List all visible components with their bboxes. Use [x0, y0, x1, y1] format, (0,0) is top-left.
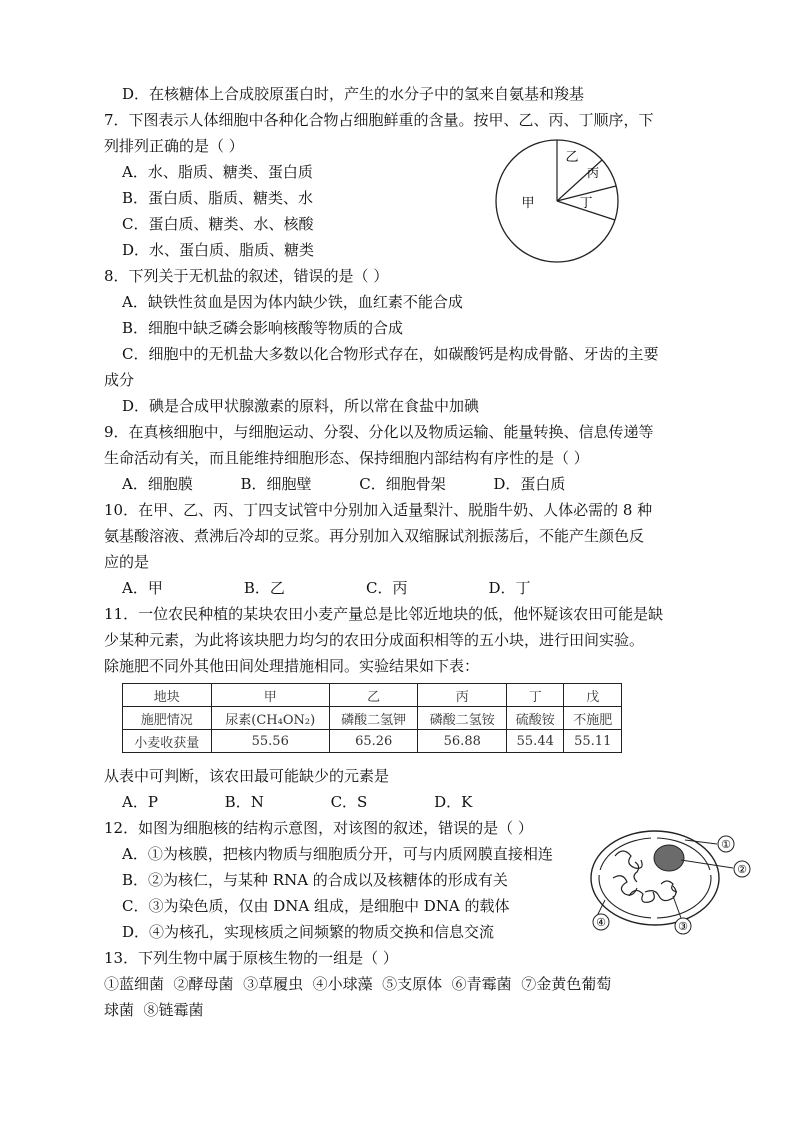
table-cell: 小麦收获量 — [123, 730, 212, 753]
options-9: A．细胞膜 B．细胞壁 C．细胞骨架 D．蛋白质 — [122, 475, 566, 493]
option-8d: D．碘是合成甲状腺激素的原料，所以常在食盐中加碘 — [122, 397, 480, 415]
question-10-stem: 10．在甲、乙、丙、丁四支试管中分别加入适量梨汁、脱脂牛奶、人体必需的 8 种 — [104, 501, 653, 519]
question-7-stem-cont: 列排列正确的是（ ） — [104, 137, 244, 155]
compound-pie-diagram — [490, 134, 624, 268]
nucleus-label-4: ④ — [596, 916, 606, 929]
question-10-stem-cont: 氨基酸溶液、煮沸后冷却的豆浆。再分别加入双缩脲试剂振荡后，不能产生颜色反 — [104, 527, 645, 545]
table-cell: 55.56 — [211, 730, 329, 753]
pie-label-bing: 丙 — [586, 166, 600, 180]
question-13-items: ①蓝细菌 ②酵母菌 ③草履虫 ④小球藻 ⑤支原体 ⑥青霉菌 ⑦金黄色葡萄 — [104, 975, 612, 993]
table-row — [123, 707, 622, 730]
options-10: A．甲 B．乙 C．丙 D．丁 — [122, 579, 531, 597]
table-cell: 65.26 — [329, 730, 418, 753]
pie-label-jia: 甲 — [521, 196, 535, 211]
question-11-stem-cont: 少某种元素，为此将该块肥力均匀的农田分成面积相等的五小块，进行田间实验。 — [104, 631, 645, 649]
table-cell: 施肥情况 — [123, 707, 212, 730]
question-7-stem: 7．下图表示人体细胞中各种化合物占细胞鲜重的含量。按甲、乙、丙、丁顺序，下 — [104, 111, 654, 129]
table-cell: 尿素(CH₄ON₂) — [211, 707, 329, 730]
nucleus-label-3: ③ — [678, 920, 688, 933]
option-7a: A．水、脂质、糖类、蛋白质 — [122, 163, 313, 181]
option-12a: A．①为核膜，把核内物质与细胞质分开，可与内质网膜直接相连 — [122, 845, 553, 863]
table-row — [123, 730, 622, 753]
option-6d: D．在核糖体上合成胶原蛋白时，产生的水分子中的氢来自氨基和羧基 — [122, 85, 585, 103]
table-cell: 丁 — [507, 684, 564, 707]
nucleus-label-2: ② — [737, 863, 747, 876]
question-13-items-cont: 球菌 ⑧链霉菌 — [104, 1001, 204, 1019]
question-10-stem-cont2: 应的是 — [104, 553, 150, 571]
question-8-stem: 8．下列关于无机盐的叙述，错误的是（ ） — [104, 267, 389, 285]
table-cell: 乙 — [329, 684, 418, 707]
table-cell: 56.88 — [418, 730, 507, 753]
nucleus-label-1: ① — [721, 838, 731, 851]
option-7c: C．蛋白质、糖类、水、核酸 — [122, 215, 314, 233]
option-7b: B．蛋白质、脂质、糖类、水 — [122, 189, 314, 207]
table-cell: 硫酸铵 — [507, 707, 564, 730]
question-9-stem: 9．在真核细胞中，与细胞运动、分裂、分化以及物质运输、能量转换、信息传递等 — [104, 423, 654, 441]
table-cell: 不施肥 — [564, 707, 622, 730]
option-12d: D．④为核孔，实现核质之间频繁的物质交换和信息交流 — [122, 923, 495, 941]
question-12-stem: 12．如图为细胞核的结构示意图，对该图的叙述，错误的是（ ） — [104, 819, 533, 837]
question-11-stem-cont2: 除施肥不同外其他田间处理措施相同。实验结果如下表： — [104, 657, 480, 675]
question-13-stem: 13．下列生物中属于原核生物的一组是（ ） — [104, 949, 398, 967]
table-cell: 55.44 — [507, 730, 564, 753]
option-8a: A．缺铁性贫血是因为体内缺少铁，血红素不能合成 — [122, 293, 463, 311]
question-11-stem: 11．一位农民种植的某块农田小麦产量总是比邻近地块的低，他怀疑该农田可能是缺 — [104, 605, 664, 623]
experiment-results-table — [122, 683, 622, 753]
option-12b: B．②为核仁，与某种 RNA 的合成以及核糖体的形成有关 — [122, 871, 508, 889]
pie-label-yi: 乙 — [565, 150, 579, 165]
table-cell: 磷酸二氢铵 — [418, 707, 507, 730]
table-cell: 甲 — [211, 684, 329, 707]
options-11: A．P B．N C．S D．K — [122, 793, 473, 811]
option-8c-cont: 成分 — [104, 371, 135, 389]
pie-label-ding: 丁 — [579, 196, 593, 211]
option-7d: D．水、蛋白质、脂质、糖类 — [122, 241, 315, 259]
option-8b: B．细胞中缺乏磷会影响核酸等物质的合成 — [122, 319, 404, 337]
question-11-prompt: 从表中可判断，该农田最可能缺少的元素是 — [104, 767, 390, 785]
question-9-stem-cont: 生命活动有关，而且能维持细胞形态、保持细胞内部结构有序性的是（ ） — [104, 449, 589, 467]
table-row — [123, 684, 622, 707]
table-cell: 磷酸二氢钾 — [329, 707, 418, 730]
option-8c: C．细胞中的无机盐大多数以化合物形式存在，如碳酸钙是构成骨骼、牙齿的主要 — [122, 345, 659, 363]
table-cell: 丙 — [418, 684, 507, 707]
table-cell: 戊 — [564, 684, 622, 707]
table-cell: 地块 — [123, 684, 212, 707]
option-12c: C．③为染色质，仅由 DNA 组成，是细胞中 DNA 的载体 — [122, 897, 510, 915]
nucleus-diagram — [585, 826, 760, 936]
table-cell: 55.11 — [564, 730, 622, 753]
